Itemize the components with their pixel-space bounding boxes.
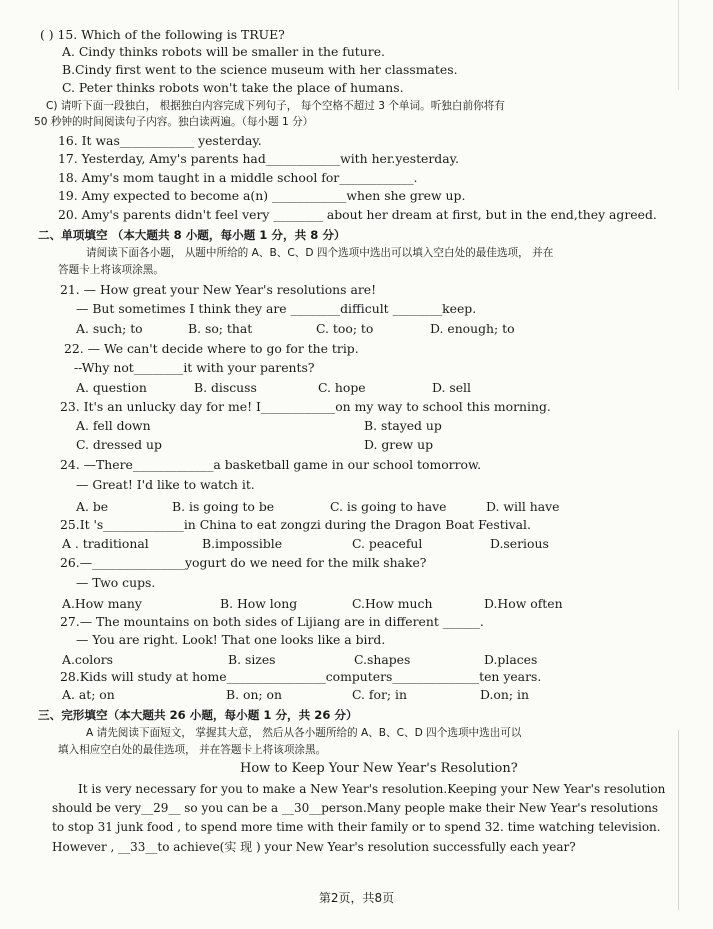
passage-line-2: should be very__29__ so you can be a __30__person.Many people make their New Year's resolutions — [52, 801, 659, 815]
q27-option-b: B. sizes — [228, 652, 276, 667]
passage-line-1: It is very necessary for you to make a New Year's resolution.Keeping your New Year's resolution — [78, 782, 666, 796]
q28-option-c: C. for; in — [352, 687, 407, 702]
section-2-heading: 二、单项填空 （本大题共 8 小题，每小题 1 分，共 8 分） — [38, 228, 346, 242]
question-22: 22. — We can't decide where to go for the trip. — [64, 341, 359, 356]
q24-option-d: D. will have — [486, 499, 560, 514]
q22-option-a: A. question — [76, 380, 147, 395]
question-25: 25.It 's_____________in China to eat zongzi during the Dragon Boat Festival. — [60, 517, 531, 532]
question-26-reply: — Two cups. — [76, 575, 156, 590]
q23-option-b: B. stayed up — [364, 418, 442, 433]
q23-option-c: C. dressed up — [76, 437, 162, 452]
q28-option-a: A. at; on — [62, 687, 115, 702]
section-3-instruction-cont: 填入相应空白处的最佳选项， 并在答题卡上将该项涂黑。 — [58, 744, 327, 756]
section-3-instruction: A 请先阅读下面短文， 掌握其大意， 然后从各小题所给的 A、B、C、D 四个选项中选出可以 — [86, 727, 522, 739]
q26-option-b: B. How long — [220, 596, 298, 611]
passage-line-4: However , __33__to achieve(实 现 ) your New Year's resolution successfully each year? — [52, 840, 576, 854]
question-27-reply: — You are right. Look! That one looks like a bird. — [76, 632, 386, 647]
q24-option-b: B. is going to be — [172, 499, 275, 514]
question-27: 27.— The mountains on both sides of Lijiang are in different ______. — [60, 614, 484, 629]
question-20: 20. Amy's parents didn't feel very ________ about her dream at first, but in the end,they agreed. — [58, 207, 657, 222]
question-18: 18. Amy's mom taught in a middle school for____________. — [58, 170, 418, 185]
q15-option-c: C. Peter thinks robots won't take the place of humans. — [62, 80, 404, 95]
q25-option-d: D.serious — [490, 536, 549, 551]
q21-option-a: A. such; to — [76, 321, 143, 336]
q15-option-b: B.Cindy first went to the science museum with her classmates. — [62, 62, 458, 77]
passage-line-3: to stop 31 junk food , to spend more time with their family or to spend 32. time watching television. — [52, 820, 661, 834]
q26-option-d: D.How often — [484, 596, 563, 611]
section-c-instruction-cont: 50 秒钟的时间阅读句子内容。独白读两遍。（每小题 1 分） — [34, 116, 314, 128]
q27-option-c: C.shapes — [354, 652, 411, 667]
q21-option-d: D. enough; to — [430, 321, 515, 336]
q26-option-a: A.How many — [62, 596, 142, 611]
section-2-instruction-cont: 答题卡上将该项涂黑。 — [58, 264, 164, 276]
q24-option-a: A. be — [76, 499, 109, 514]
q27-option-d: D.places — [484, 652, 538, 667]
page-footer: 第2页，共8页 — [318, 891, 395, 905]
question-19: 19. Amy expected to become a(n) ____________when she grew up. — [58, 188, 466, 203]
q28-option-d: D.on; in — [480, 687, 529, 702]
question-17: 17. Yesterday, Amy's parents had____________with her.yesterday. — [58, 151, 459, 166]
section-3-heading: 三、完形填空（本大题共 26 小题，每小题 1 分，共 26 分） — [38, 708, 358, 722]
q25-option-b: B.impossible — [202, 536, 283, 551]
section-2-instruction: 请阅读下面各小题， 从题中所给的 A、B、C、D 四个选项中选出可以填入空白处的最佳选项， 并在 — [86, 247, 554, 259]
question-24: 24. —There_____________a basketball game in our school tomorrow. — [60, 457, 482, 472]
scan-edge-line — [678, 0, 679, 90]
question-24-reply: — Great! I'd like to watch it. — [76, 477, 255, 492]
q15-option-a: A. Cindy thinks robots will be smaller in the future. — [62, 44, 385, 59]
q28-option-b: B. on; on — [226, 687, 282, 702]
q23-option-a: A. fell down — [76, 418, 151, 433]
q24-option-c: C. is going to have — [330, 499, 447, 514]
scan-edge-line-lower — [678, 730, 679, 910]
question-28: 28.Kids will study at home________________computers______________ten years. — [60, 669, 542, 684]
question-16: 16. It was____________ yesterday. — [58, 133, 262, 148]
passage-title: How to Keep Your New Year's Resolution? — [240, 761, 518, 776]
q25-option-c: C. peaceful — [352, 536, 423, 551]
q22-option-d: D. sell — [432, 380, 471, 395]
question-23: 23. It's an unlucky day for me! I____________on my way to school this morning. — [60, 399, 551, 414]
q25-option-a: A . traditional — [62, 536, 149, 551]
q23-option-d: D. grew up — [364, 437, 434, 452]
question-21-reply: — But sometimes I think they are ________difficult ________keep. — [76, 301, 477, 316]
question-15: ( ) 15. Which of the following is TRUE? — [40, 27, 285, 42]
section-c-instruction: C) 请听下面一段独白， 根据独白内容完成下列句子， 每个空格不超过 3 个单词。听独白前你将有 — [46, 100, 505, 112]
question-26: 26.—_______________yogurt do we need for the milk shake? — [60, 555, 427, 570]
q26-option-c: C.How much — [352, 596, 433, 611]
question-22-reply: --Why not________it with your parents? — [74, 360, 315, 375]
q22-option-c: C. hope — [318, 380, 366, 395]
q21-option-c: C. too; to — [316, 321, 374, 336]
q27-option-a: A.colors — [62, 652, 113, 667]
question-21: 21. — How great your New Year's resolutions are! — [60, 282, 377, 297]
q22-option-b: B. discuss — [194, 380, 257, 395]
q21-option-b: B. so; that — [188, 321, 253, 336]
